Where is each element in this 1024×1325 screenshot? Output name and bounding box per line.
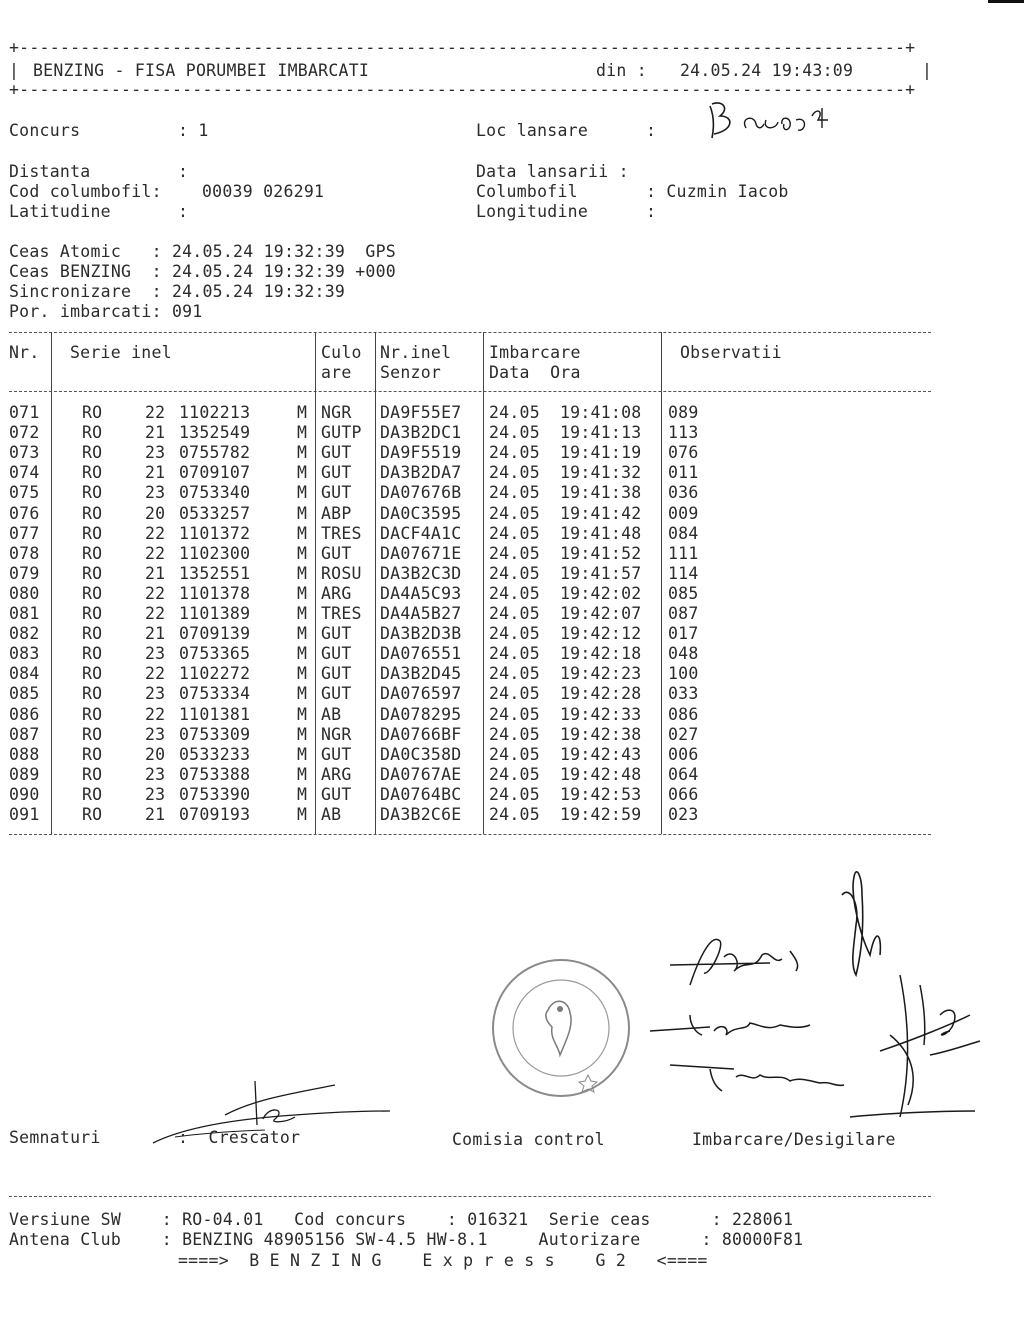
table-cell-color: ARG: [321, 583, 352, 603]
table-cell-sensor: DA9F5519: [380, 443, 462, 463]
table-cell-sex: M: [297, 744, 308, 764]
table-cell-ring: 1102300: [179, 543, 251, 563]
table-cell-color: TRES: [321, 523, 362, 543]
table-cell-obs: 064: [668, 764, 699, 784]
table-cell-color: AB: [321, 704, 342, 724]
table-cell-ring: 0753390: [179, 784, 251, 804]
table-cell-year: 20: [145, 744, 166, 764]
table-cell-sensor: DA3B2C6E: [380, 805, 462, 824]
table-cell-time: 19:42:59: [560, 805, 642, 824]
data-lansarii-label: Data lansarii :: [476, 162, 629, 181]
table-cell-date: 24.05: [489, 744, 540, 764]
table-cell-sensor: DA9F55E7: [380, 403, 462, 422]
table-cell-date: 24.05: [489, 764, 540, 784]
table-cell-year: 21: [145, 563, 166, 583]
table-cell-time: 19:41:38: [560, 483, 642, 503]
table-cell-nr: 089: [9, 764, 40, 784]
table-cell-obs: 048: [668, 644, 699, 664]
col-header-inel-1: Nr.inel: [380, 343, 452, 362]
table-cell-time: 19:42:12: [560, 624, 642, 644]
loc-lansare-label: Loc lansare: [476, 121, 589, 140]
table-cell-ring: 0753334: [179, 684, 251, 704]
table-cell-sensor: DA0C3595: [380, 503, 462, 523]
table-cell-country: RO: [82, 463, 103, 483]
table-cell-color: GUT: [321, 684, 352, 704]
loc-lansare-handwriting: [700, 98, 850, 143]
table-cell-sensor: DA076551: [380, 644, 462, 664]
table-cell-date: 24.05: [489, 443, 540, 463]
table-cell-color: GUT: [321, 483, 352, 503]
distanta-value: :: [178, 162, 189, 181]
cod-columbofil-value: 00039 026291: [202, 182, 325, 201]
crescator-label: : Crescator: [178, 1128, 301, 1147]
table-cell-nr: 074: [9, 463, 40, 483]
table-cell-ring: 0533257: [179, 503, 251, 523]
table-cell-ring: 1101372: [179, 523, 251, 543]
table-cell-sensor: DA4A5C93: [380, 583, 462, 603]
table-cell-color: TRES: [321, 604, 362, 623]
table-cell-sex: M: [297, 503, 308, 523]
table-cell-obs: 089: [668, 403, 699, 422]
table-cell-sex: M: [297, 684, 308, 704]
table-cell-nr: 071: [9, 403, 40, 422]
table-cell-sensor: DA3B2D45: [380, 664, 462, 684]
header-title: BENZING - FISA PORUMBEI IMBARCATI: [33, 61, 370, 80]
table-cell-year: 23: [145, 483, 166, 503]
table-cell-obs: 086: [668, 704, 699, 724]
col-sep-1: [51, 332, 52, 834]
table-cell-sex: M: [297, 624, 308, 644]
table-cell-nr: 083: [9, 644, 40, 664]
table-cell-date: 24.05: [489, 463, 540, 483]
table-cell-date: 24.05: [489, 403, 540, 422]
table-cell-nr: 073: [9, 443, 40, 463]
header-din-label: din :: [596, 61, 647, 80]
table-cell-obs: 006: [668, 744, 699, 764]
table-cell-ring: 1102213: [179, 403, 251, 422]
table-cell-date: 24.05: [489, 704, 540, 724]
table-cell-sex: M: [297, 604, 308, 623]
table-cell-country: RO: [82, 563, 103, 583]
table-cell-date: 24.05: [489, 583, 540, 603]
table-cell-sensor: DA07676B: [380, 483, 462, 503]
cod-columbofil-label: Cod columbofil:: [9, 182, 162, 201]
col-header-inel-2: Senzor: [380, 363, 442, 382]
table-cell-year: 21: [145, 423, 166, 443]
table-cell-country: RO: [82, 583, 103, 603]
comisia-control-label: Comisia control: [452, 1130, 605, 1149]
table-cell-obs: 023: [668, 805, 699, 824]
columbofil-value: : Cuzmin Iacob: [646, 182, 789, 201]
table-cell-year: 22: [145, 604, 166, 623]
table-cell-time: 19:41:19: [560, 443, 642, 463]
table-cell-sex: M: [297, 423, 308, 443]
header-right-bar: |: [922, 61, 933, 80]
table-cell-year: 22: [145, 664, 166, 684]
table-header-rule: [9, 391, 931, 392]
concurs-label: Concurs: [9, 121, 81, 140]
table-cell-ring: 1102272: [179, 664, 251, 684]
col-sep-5: [661, 332, 662, 834]
association-stamp: [488, 955, 634, 1101]
table-cell-nr: 090: [9, 784, 40, 804]
table-cell-obs: 084: [668, 523, 699, 543]
table-cell-sensor: DA0C358D: [380, 744, 462, 764]
table-cell-country: RO: [82, 523, 103, 543]
table-cell-obs: 114: [668, 563, 699, 583]
table-cell-ring: 0709193: [179, 805, 251, 824]
table-cell-ring: 0709139: [179, 624, 251, 644]
table-cell-nr: 079: [9, 563, 40, 583]
table-cell-obs: 100: [668, 664, 699, 684]
table-cell-color: GUT: [321, 644, 352, 664]
table-cell-obs: 009: [668, 503, 699, 523]
latitudine-label: Latitudine: [9, 202, 111, 221]
table-cell-year: 21: [145, 463, 166, 483]
table-cell-ring: 0709107: [179, 463, 251, 483]
table-cell-nr: 085: [9, 684, 40, 704]
table-cell-year: 22: [145, 543, 166, 563]
table-cell-year: 23: [145, 443, 166, 463]
table-cell-nr: 076: [9, 503, 40, 523]
table-cell-sex: M: [297, 764, 308, 784]
table-cell-nr: 084: [9, 664, 40, 684]
table-cell-time: 19:42:53: [560, 784, 642, 804]
table-cell-sensor: DA0767AE: [380, 764, 462, 784]
table-cell-obs: 085: [668, 583, 699, 603]
table-cell-obs: 017: [668, 624, 699, 644]
table-cell-obs: 036: [668, 483, 699, 503]
table-cell-nr: 091: [9, 805, 40, 824]
table-cell-color: GUT: [321, 664, 352, 684]
table-cell-sensor: DA07671E: [380, 543, 462, 563]
table-cell-nr: 080: [9, 583, 40, 603]
table-cell-time: 19:42:18: [560, 644, 642, 664]
table-cell-time: 19:42:23: [560, 664, 642, 684]
col-header-culoare-2: are: [321, 363, 352, 382]
table-cell-date: 24.05: [489, 664, 540, 684]
latitudine-value: :: [178, 202, 189, 221]
table-cell-color: GUT: [321, 443, 352, 463]
table-cell-sex: M: [297, 644, 308, 664]
table-cell-country: RO: [82, 483, 103, 503]
table-cell-time: 19:42:28: [560, 684, 642, 704]
footer-line-1: Versiune SW : RO-04.01 Cod concurs : 016321 Serie ceas : 228061: [9, 1210, 794, 1229]
table-cell-country: RO: [82, 764, 103, 784]
table-cell-sensor: DA0764BC: [380, 784, 462, 804]
table-cell-country: RO: [82, 503, 103, 523]
table-cell-sex: M: [297, 784, 308, 804]
commission-signatures: [650, 855, 980, 1125]
table-cell-time: 19:41:52: [560, 543, 642, 563]
col-header-serie: Serie inel: [70, 343, 172, 362]
table-cell-ring: 1352551: [179, 563, 251, 583]
table-cell-time: 19:42:43: [560, 744, 642, 764]
col-header-nr: Nr.: [9, 343, 40, 362]
table-cell-sex: M: [297, 483, 308, 503]
table-cell-obs: 011: [668, 463, 699, 483]
table-cell-sex: M: [297, 443, 308, 463]
table-cell-time: 19:41:08: [560, 403, 642, 422]
table-cell-country: RO: [82, 744, 103, 764]
table-cell-time: 19:41:13: [560, 423, 642, 443]
table-cell-sensor: DA076597: [380, 684, 462, 704]
table-cell-country: RO: [82, 403, 103, 422]
table-cell-sex: M: [297, 563, 308, 583]
table-cell-sensor: DACF4A1C: [380, 523, 462, 543]
table-cell-sex: M: [297, 805, 308, 824]
table-cell-date: 24.05: [489, 503, 540, 523]
table-cell-obs: 066: [668, 784, 699, 804]
table-cell-obs: 087: [668, 604, 699, 623]
table-cell-obs: 033: [668, 684, 699, 704]
table-bottom-rule: [9, 834, 931, 835]
table-cell-color: GUT: [321, 624, 352, 644]
table-cell-ring: 0755782: [179, 443, 251, 463]
table-cell-nr: 078: [9, 543, 40, 563]
table-cell-ring: 0753340: [179, 483, 251, 503]
table-cell-nr: 086: [9, 704, 40, 724]
table-cell-date: 24.05: [489, 644, 540, 664]
table-cell-date: 24.05: [489, 543, 540, 563]
table-cell-date: 24.05: [489, 604, 540, 623]
header-datetime: 24.05.24 19:43:09: [680, 61, 854, 80]
table-cell-time: 19:42:38: [560, 724, 642, 744]
boarded-count: Por. imbarcati: 091: [9, 302, 203, 321]
col-sep-3: [375, 332, 376, 834]
table-cell-ring: 1101389: [179, 604, 251, 623]
col-sep-2: [315, 332, 316, 834]
distanta-label: Distanta: [9, 162, 91, 181]
table-cell-sex: M: [297, 583, 308, 603]
clock-atomic: Ceas Atomic : 24.05.24 19:32:39 GPS: [9, 242, 396, 261]
table-cell-time: 19:42:33: [560, 704, 642, 724]
table-cell-color: GUTP: [321, 423, 362, 443]
table-cell-ring: 1101378: [179, 583, 251, 603]
table-cell-date: 24.05: [489, 724, 540, 744]
semnaturi-label: Semnaturi: [9, 1128, 101, 1147]
table-cell-country: RO: [82, 664, 103, 684]
table-cell-nr: 081: [9, 604, 40, 623]
table-cell-sensor: DA3B2C3D: [380, 563, 462, 583]
col-header-imbarcare-2: Data Ora: [489, 363, 581, 382]
table-cell-sensor: DA3B2DC1: [380, 423, 462, 443]
imbarcare-desigilare-label: Imbarcare/Desigilare: [692, 1130, 896, 1149]
table-cell-sex: M: [297, 543, 308, 563]
table-cell-color: ARG: [321, 764, 352, 784]
col-header-observatii: Observatii: [680, 343, 782, 362]
table-cell-nr: 072: [9, 423, 40, 443]
table-cell-year: 23: [145, 644, 166, 664]
table-cell-sex: M: [297, 523, 308, 543]
table-cell-year: 23: [145, 684, 166, 704]
table-cell-sensor: DA4A5B27: [380, 604, 462, 623]
table-cell-date: 24.05: [489, 523, 540, 543]
longitudine-value: :: [646, 202, 657, 221]
table-cell-country: RO: [82, 604, 103, 623]
table-cell-year: 20: [145, 503, 166, 523]
table-cell-date: 24.05: [489, 684, 540, 704]
table-cell-nr: 088: [9, 744, 40, 764]
footer-rule: [9, 1196, 931, 1197]
table-cell-time: 19:42:02: [560, 583, 642, 603]
scan-edge-mark: [988, 0, 1024, 3]
table-cell-year: 22: [145, 583, 166, 603]
table-cell-time: 19:41:57: [560, 563, 642, 583]
table-cell-date: 24.05: [489, 805, 540, 824]
table-cell-date: 24.05: [489, 624, 540, 644]
table-cell-ring: 0753388: [179, 764, 251, 784]
table-cell-country: RO: [82, 423, 103, 443]
table-cell-date: 24.05: [489, 423, 540, 443]
table-cell-sex: M: [297, 704, 308, 724]
table-cell-color: NGR: [321, 724, 352, 744]
table-cell-color: GUT: [321, 543, 352, 563]
table-cell-obs: 027: [668, 724, 699, 744]
table-cell-nr: 087: [9, 724, 40, 744]
table-cell-obs: 113: [668, 423, 699, 443]
table-cell-sensor: DA0766BF: [380, 724, 462, 744]
table-cell-country: RO: [82, 805, 103, 824]
table-cell-nr: 082: [9, 624, 40, 644]
table-cell-color: GUT: [321, 744, 352, 764]
table-cell-year: 21: [145, 624, 166, 644]
table-cell-country: RO: [82, 784, 103, 804]
table-cell-country: RO: [82, 624, 103, 644]
table-cell-color: ABP: [321, 503, 352, 523]
col-sep-4: [483, 332, 484, 834]
table-cell-sex: M: [297, 403, 308, 422]
table-cell-ring: 1352549: [179, 423, 251, 443]
table-cell-year: 23: [145, 764, 166, 784]
table-cell-color: AB: [321, 805, 342, 824]
clock-benzing: Ceas BENZING : 24.05.24 19:32:39 +000: [9, 262, 396, 281]
col-header-imbarcare-1: Imbarcare: [489, 343, 581, 362]
table-cell-year: 23: [145, 724, 166, 744]
concurs-value: : 1: [178, 121, 209, 140]
table-cell-country: RO: [82, 704, 103, 724]
table-cell-country: RO: [82, 543, 103, 563]
table-cell-sensor: DA3B2D3B: [380, 624, 462, 644]
table-cell-country: RO: [82, 724, 103, 744]
table-cell-nr: 077: [9, 523, 40, 543]
table-cell-sensor: DA3B2DA7: [380, 463, 462, 483]
table-cell-year: 21: [145, 805, 166, 824]
table-cell-country: RO: [82, 443, 103, 463]
table-cell-date: 24.05: [489, 563, 540, 583]
table-cell-time: 19:42:07: [560, 604, 642, 623]
table-cell-ring: 0533233: [179, 744, 251, 764]
columbofil-label: Columbofil: [476, 182, 578, 201]
table-cell-obs: 076: [668, 443, 699, 463]
table-cell-ring: 0753365: [179, 644, 251, 664]
footer-line-2: Antena Club : BENZING 48905156 SW-4.5 HW-8.1 Autorizare : 80000F81: [9, 1230, 804, 1249]
table-cell-sex: M: [297, 463, 308, 483]
table-cell-sex: M: [297, 724, 308, 744]
table-cell-color: GUT: [321, 463, 352, 483]
table-cell-time: 19:41:42: [560, 503, 642, 523]
table-cell-year: 22: [145, 704, 166, 724]
table-cell-year: 22: [145, 523, 166, 543]
table-cell-country: RO: [82, 684, 103, 704]
clock-sync: Sincronizare : 24.05.24 19:32:39: [9, 282, 346, 301]
table-cell-color: NGR: [321, 403, 352, 422]
table-cell-color: ROSU: [321, 563, 362, 583]
loc-lansare-colon: :: [646, 121, 657, 140]
table-cell-sex: M: [297, 664, 308, 684]
header-top-border: +---------------------------------------------------------------------------------------+: [9, 38, 916, 57]
table-cell-country: RO: [82, 644, 103, 664]
table-cell-ring: 0753309: [179, 724, 251, 744]
table-cell-year: 22: [145, 403, 166, 422]
footer-line-3: ====> B E N Z I N G E x p r e s s G 2 <====: [178, 1251, 708, 1270]
table-cell-time: 19:41:32: [560, 463, 642, 483]
table-cell-time: 19:41:48: [560, 523, 642, 543]
table-cell-year: 23: [145, 784, 166, 804]
col-header-culoare-1: Culo: [321, 343, 362, 362]
header-bottom-border: +---------------------------------------------------------------------------------------+: [9, 80, 916, 99]
header-left-bar: |: [9, 61, 20, 80]
table-cell-date: 24.05: [489, 483, 540, 503]
table-cell-nr: 075: [9, 483, 40, 503]
table-cell-ring: 1101381: [179, 704, 251, 724]
table-cell-obs: 111: [668, 543, 699, 563]
longitudine-label: Longitudine: [476, 202, 589, 221]
table-cell-date: 24.05: [489, 784, 540, 804]
table-cell-color: GUT: [321, 784, 352, 804]
table-cell-time: 19:42:48: [560, 764, 642, 784]
table-top-rule: [9, 332, 931, 333]
table-cell-sensor: DA078295: [380, 704, 462, 724]
